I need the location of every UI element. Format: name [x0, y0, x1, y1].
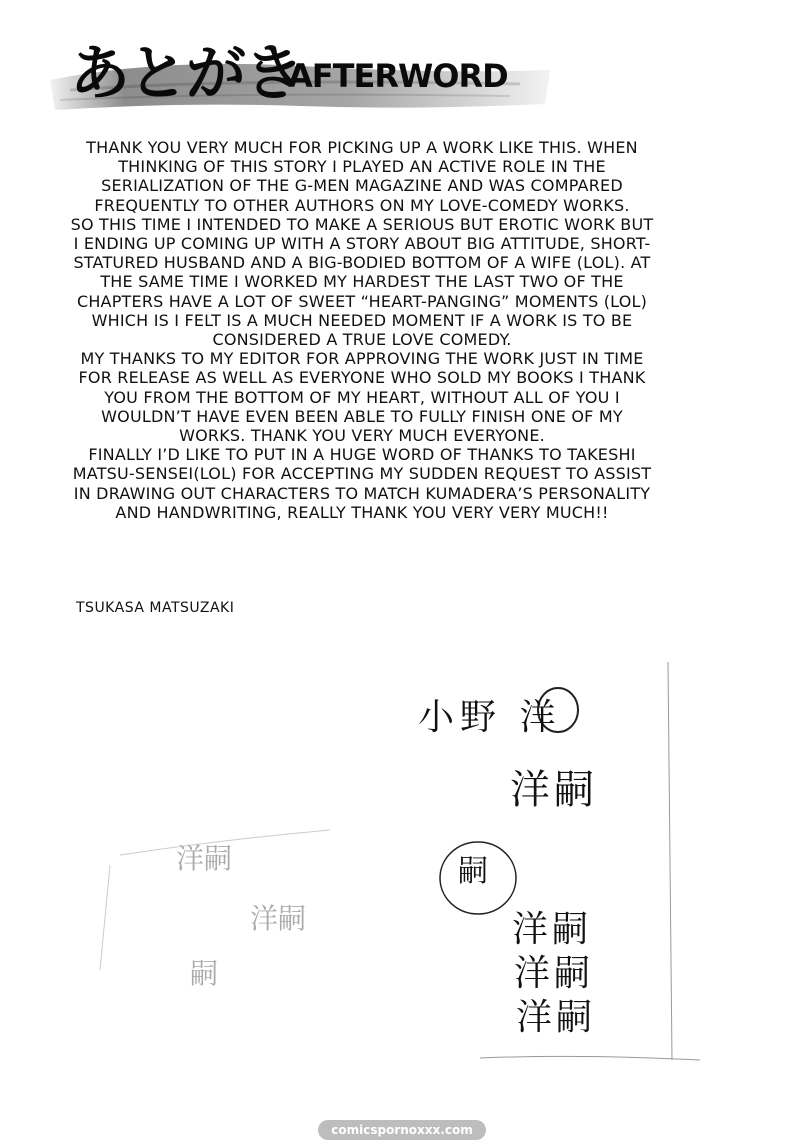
page-title-english: AFTERWORD: [288, 57, 508, 95]
afterword-paragraph-4: FINALLY I’D LIKE TO PUT IN A HUGE WORD OF THANKS TO TAKESHI MATSU-SENSEI(LOL) FOR ACCEPTING MY SUDDEN REQUEST TO ASSIST IN DRAWING OUT CHARACTERS TO MATCH KUMADERA’S PERSONALITY AND HANDWRITING, REALLY THANK YOU VERY VERY MUCH!!: [72, 445, 652, 522]
author-signature: TSUKASA MATSUZAKI: [76, 600, 235, 616]
site-watermark: comicspornoxxx.com: [318, 1120, 486, 1140]
handwritten-line-4: 洋嗣: [516, 997, 597, 1038]
afterword-body: [70, 138, 654, 522]
afterword-header: [0, 0, 800, 140]
handwritten-name: 小野 洋: [418, 697, 562, 738]
afterword-paragraph-1: THANK YOU VERY MUCH FOR PICKING UP A WORK LIKE THIS. WHEN THINKING OF THIS STORY I PLAYED AN ACTIVE ROLE IN THE SERIALIZATION OF THE G-MEN MAGAZINE AND WAS COMPARED FREQUENTLY TO OTHER AUTHORS ON MY LOVE-COMEDY WORKS.: [86, 138, 638, 215]
faint-handwriting-3: 嗣: [190, 957, 219, 990]
handwritten-circled-character: 嗣: [458, 854, 488, 889]
handwritten-line-2: 洋嗣: [512, 909, 593, 950]
handwritten-line-3: 洋嗣: [514, 953, 595, 994]
faint-handwriting-1: 洋嗣: [176, 842, 233, 875]
handwriting-practice-sheet: [0, 640, 800, 1110]
faint-handwriting-2: 洋嗣: [250, 902, 307, 935]
afterword-paragraph-2: SO THIS TIME I INTENDED TO MAKE A SERIOUS BUT EROTIC WORK BUT I ENDING UP COMING UP WITH A STORY ABOUT BIG ATTITUDE, SHORT-STATURED HUSBAND AND A BIG-BODIED BOTTOM OF A WIFE (LOL). AT THE SAME TIME I WORKED MY HARDEST THE LAST TWO OF THE CHAPTERS HAVE A LOT OF SWEET “HEART-PANGING” MOMENTS (LOL) WHICH IS I FELT IS A MUCH NEEDED MOMENT IF A WORK IS TO BE CONSIDERED A TRUE LOVE COMEDY.: [70, 214, 654, 350]
handwritten-line-1: 洋嗣: [510, 767, 598, 813]
page-title-japanese: あとがき: [70, 39, 302, 109]
afterword-paragraph-3: MY THANKS TO MY EDITOR FOR APPROVING THE WORK JUST IN TIME FOR RELEASE AS WELL AS EVERYONE WHO SOLD MY BOOKS I THANK YOU FROM THE BOTTOM OF MY HEART, WITHOUT ALL OF YOU I WOULDN’T HAVE EVEN BEEN ABLE TO FULLY FINISH ONE OF MY WORKS. THANK YOU VERY MUCH EVERYONE.: [78, 349, 646, 446]
